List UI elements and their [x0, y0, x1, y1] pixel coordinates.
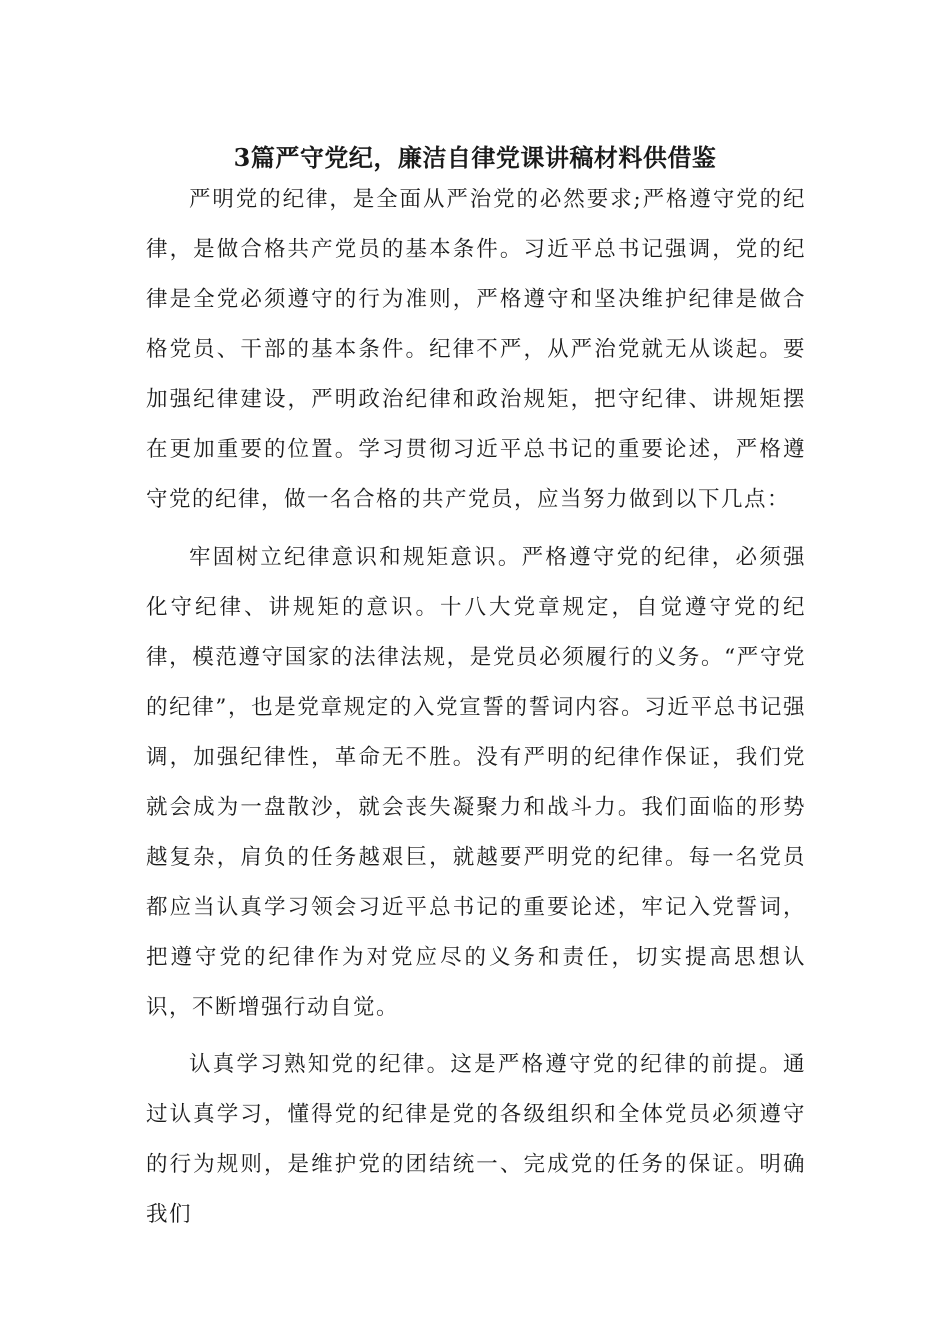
paragraph-intro: 严明党的纪律，是全面从严治党的必然要求;严格遵守党的纪律，是做合格共产党员的基本条件。习近平总书记强调，党的纪律是全党必须遵守的行为准则，严格遵守和坚决维护纪律是做合格党员、干部的基本条件。纪律不严，从严治党就无从谈起。要加强纪律建设，严明政治纪律和政治规矩，把守纪律、讲规矩摆在更加重要的位置。学习贯彻习近平总书记的重要论述，严格遵守党的纪律，做一名合格的共产党员，应当努力做到以下几点：: [146, 187, 806, 512]
paragraph-discipline-awareness: 牢固树立纪律意识和规矩意识。严格遵守党的纪律，必须强化守纪律、讲规矩的意识。十八大党章规定，自觉遵守党的纪律，模范遵守国家的法律法规，是党员必须履行的义务。“严守党的纪律”，也是党章规定的入党宣誓的誓词内容。习近平总书记强调，加强纪律性，革命无不胜。没有严明的纪律作保证，我们党就会成为一盘散沙，就会丧失凝聚力和战斗力。我们面临的形势越复杂，肩负的任务越艰巨，就越要严明党的纪律。每一名党员都应当认真学习领会习近平总书记的重要论述，牢记入党誓词，把遵守党的纪律作为对党应尽的义务和责任，切实提高思想认识，不断增强行动自觉。: [146, 545, 806, 1020]
paragraph-study-discipline: 认真学习熟知党的纪律。这是严格遵守党的纪律的前提。通过认真学习，懂得党的纪律是党的各级组织和全体党员必须遵守的行为规则，是维护党的团结统一、完成党的任务的保证。明确我们: [146, 1052, 806, 1227]
document-title: 3篇严守党纪，廉洁自律党课讲稿材料供借鉴: [233, 143, 717, 172]
